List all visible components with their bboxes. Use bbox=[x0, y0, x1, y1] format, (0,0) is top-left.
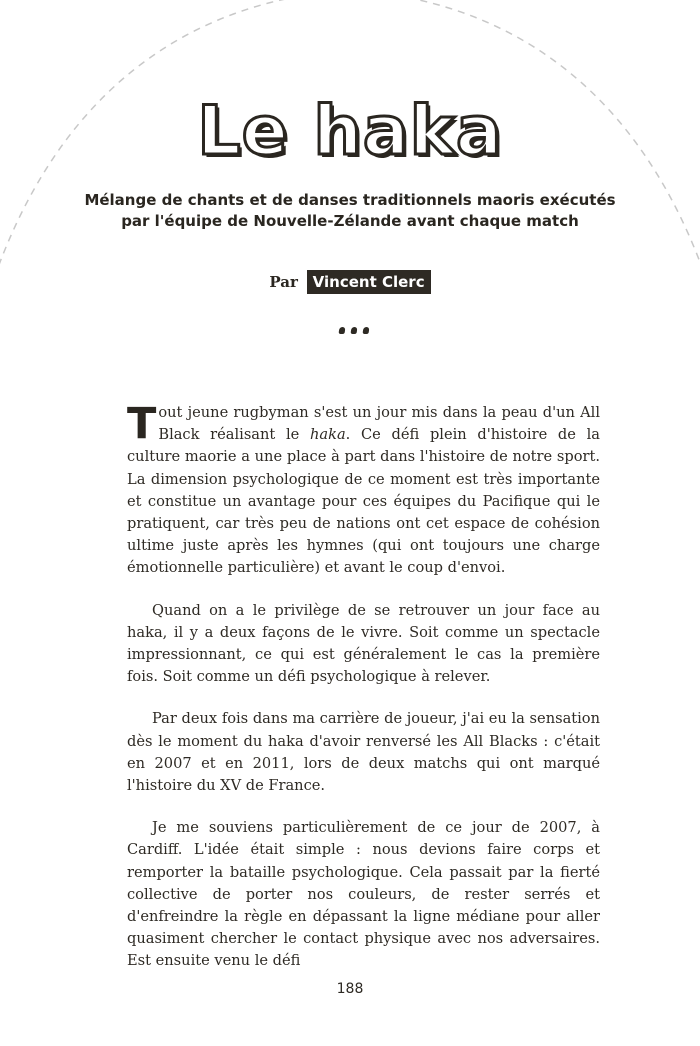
page-title: Le haka bbox=[197, 92, 503, 171]
paragraph-1-text-b: . Ce défi plein d'histoire de la culture maorie a une place à part dans l'histoire de notre sport. La dimension psychologique de ce moment est très importante et constitue un avantage pour ces équipes du Pacifique qui le pratiquent, car très peu de nations ont cet espace de cohésion ultime juste après les hymnes (qui ont toujours une charge émotionnelle particulière) et avant le coup d'envoi. bbox=[127, 426, 600, 577]
paragraph-2: Quand on a le privilège de se retrouver un jour face au haka, il y a deux façons de le vivre. Soit comme un spectacle impressionnant, ce qui est généralement le cas la première fois. Soit comme un défi psychologique à relever. bbox=[127, 601, 600, 686]
author-name: Vincent Clerc bbox=[307, 270, 431, 294]
subtitle bbox=[60, 190, 640, 232]
drop-cap: T bbox=[127, 399, 157, 449]
ornament-dot bbox=[351, 327, 358, 334]
byline-label: Par bbox=[269, 273, 298, 291]
subtitle-line-1: Mélange de chants et de danses traditionnels maoris exécutés bbox=[84, 191, 616, 209]
ornament-dots bbox=[339, 327, 369, 334]
page-number: 188 bbox=[336, 981, 364, 997]
ornament-dot bbox=[363, 327, 370, 334]
subtitle-line-2: par l'équipe de Nouvelle-Zélande avant chaque match bbox=[121, 212, 579, 230]
paragraph-1-text-a: out jeune rugbyman s'est un jour mis dans la peau d'un All Black réalisant le bbox=[158, 404, 600, 444]
paragraph-1 bbox=[127, 399, 600, 580]
paragraph-4: Je me souviens particulièrement de ce jour de 2007, à Cardiff. L'idée était simple : nous devions faire corps et remporter la bataille psychologique. Cela passait par la fierté collective de porter nos couleurs, de rester serrés et d'enfreindre la règle en dépassant la ligne médiane pour aller quasiment chercher le contact physique avec nos adversaires. Est ensuite venu le défi bbox=[127, 819, 600, 970]
article-body bbox=[127, 399, 600, 993]
paragraph-3: Par deux fois dans ma carrière de joueur, j'ai eu la sensation dès le moment du haka d'avoir renversé les All Blacks : c'était en 2007 et en 2011, lors de deux matchs qui ont marqué l'histoire du XV de France. bbox=[127, 710, 600, 795]
paragraph-1-emphasis: haka bbox=[310, 426, 346, 444]
ornament-dot bbox=[339, 327, 346, 334]
byline bbox=[0, 270, 700, 294]
